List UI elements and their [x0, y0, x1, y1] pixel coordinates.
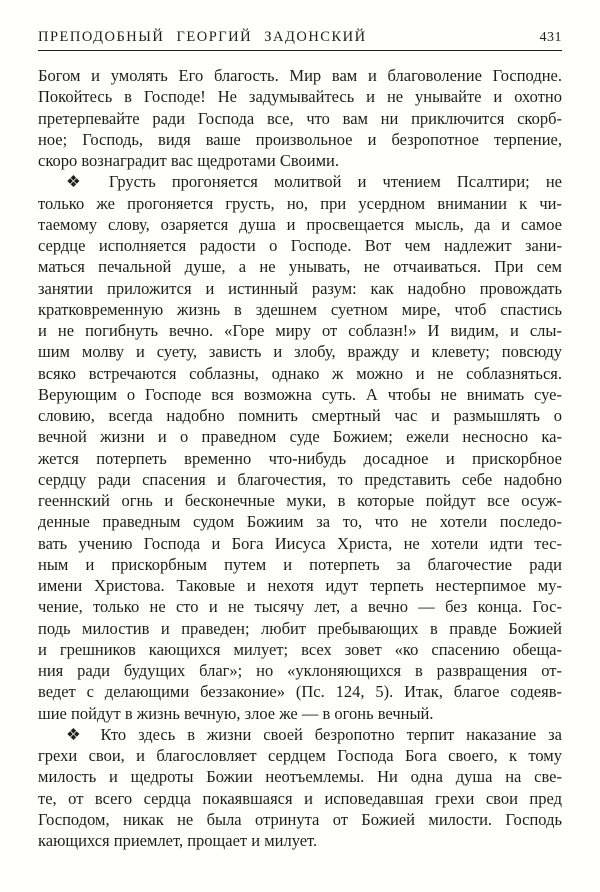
text-line: те, от всего сердца покаявшаяся и исповедавшая грехи свои пред: [38, 788, 562, 808]
text-line: всяко встречаются соблазны, однако ж можно и не соблазняться.: [38, 363, 562, 383]
text-line: и грешников кающихся милует; всех зовет «ко спасению обеща-: [38, 639, 562, 659]
text-line: милость и щедроты Божии неотъемлемы. Ни одна душа на све-: [38, 767, 562, 787]
text-line: сердцу ради спасения и благочестия, то представить себе надобно: [38, 469, 562, 489]
header-title: ПРЕПОДОБНЫЙ ГЕОРГИЙ ЗАДОНСКИЙ: [38, 29, 367, 45]
page-body: [38, 65, 562, 851]
text-line: денные праведным судом Божиим за то, что не хотели последо-: [38, 512, 562, 532]
text-line: имени Христова. Таковые и нехотя идут терпеть нестерпимое му-: [38, 576, 562, 595]
text-line: Верующим о Господе вся возможна суть. А чтобы не внимать суе-: [38, 384, 562, 404]
text-line: подь милостив и праведен; любит пребывающих в правде Божией: [38, 618, 562, 638]
text-line: кающихся приемлет, прощает и милует.: [38, 831, 318, 850]
paragraph: [38, 171, 562, 724]
text-line: шим молву и суету, зависть и злобу, вражду и клевету; повсюду: [38, 342, 562, 362]
page-number: 431: [539, 30, 562, 45]
text-line: скоро вознаградит вас щедротами Своими.: [38, 151, 340, 170]
text-line: вечной жизни и о праведном суде Божием; ежели несносно ка-: [38, 427, 562, 447]
text-line: таемому слову, озаряется душа и просвещается мысль, да и самое: [38, 214, 562, 234]
text-line: занятии приложится и истинный разум: как надобно провождать: [38, 278, 562, 298]
text-line: гееннский огнь и бесконечные муки, в которые пойдут все осуж-: [38, 491, 562, 510]
text-line: претерпевайте ради Господа все, что вам ни приключится скорб-: [38, 108, 562, 128]
text-line: чение, только не сто и не тысячу лет, а вечно — без конца. Гос-: [38, 597, 562, 617]
text-line: Господом, никак не была отринута от Божией милости. Господь: [38, 809, 562, 829]
text-line: маться печальной душе, а не унывать, не отчаиваться. При сем: [38, 257, 562, 277]
text-line: ное; Господь, видя ваше произвольное и безропотное терпение,: [38, 129, 562, 149]
text-line: кратковременную жизнь в здешнем суетном мире, чтоб спастись: [38, 299, 562, 319]
running-header: [38, 29, 562, 48]
text-line: Покойтесь в Господе! Не задумывайтесь и не унывайте и охотно: [38, 87, 562, 107]
text-line: шие пойдут в жизнь вечную, злое же — в огонь вечный.: [38, 703, 434, 723]
paragraph: [38, 65, 562, 171]
text-line: и не погибнуть вечно. «Горе миру от соблазн!» И видим, и слы-: [38, 321, 562, 340]
text-line: словию, всегда надобно помнить смертный час и размышлять о: [38, 406, 562, 425]
paragraph: [38, 724, 562, 852]
text-line: ведет с делающими беззаконие» (Пс. 124, 5). Итак, благое содеяв-: [38, 682, 562, 702]
text-line: жется потерпеть временно что-нибудь досадное и прискорбное: [38, 448, 562, 468]
text-line: вать учению Господа и Бога Иисуса Христа, не хотели идти тес-: [38, 533, 562, 553]
text-line: ным и прискорбным путем и потерпеть за благочестие ради: [38, 554, 562, 574]
text-line: грехи свои, и благословляет сердцем Господа Бога своего, к тому: [38, 746, 562, 765]
text-line: только же прогоняется грусть, но, при усердном внимании к чи-: [38, 193, 562, 213]
text-line: Богом и умолять Его благость. Мир вам и благоволение Господне.: [38, 66, 562, 85]
text-line: ❖ Кто здесь в жизни своей безропотно терпит наказание за: [66, 724, 562, 744]
text-line: ния ради будущих благ»; но «уклоняющихся в развращения от-: [38, 661, 562, 680]
header-rule: [38, 50, 562, 51]
text-line: ❖ Грусть прогоняется молитвой и чтением Псалтири; не: [66, 172, 562, 192]
text-line: сердце исполняется радости о Господе. Вот чем надлежит зани-: [38, 236, 562, 255]
